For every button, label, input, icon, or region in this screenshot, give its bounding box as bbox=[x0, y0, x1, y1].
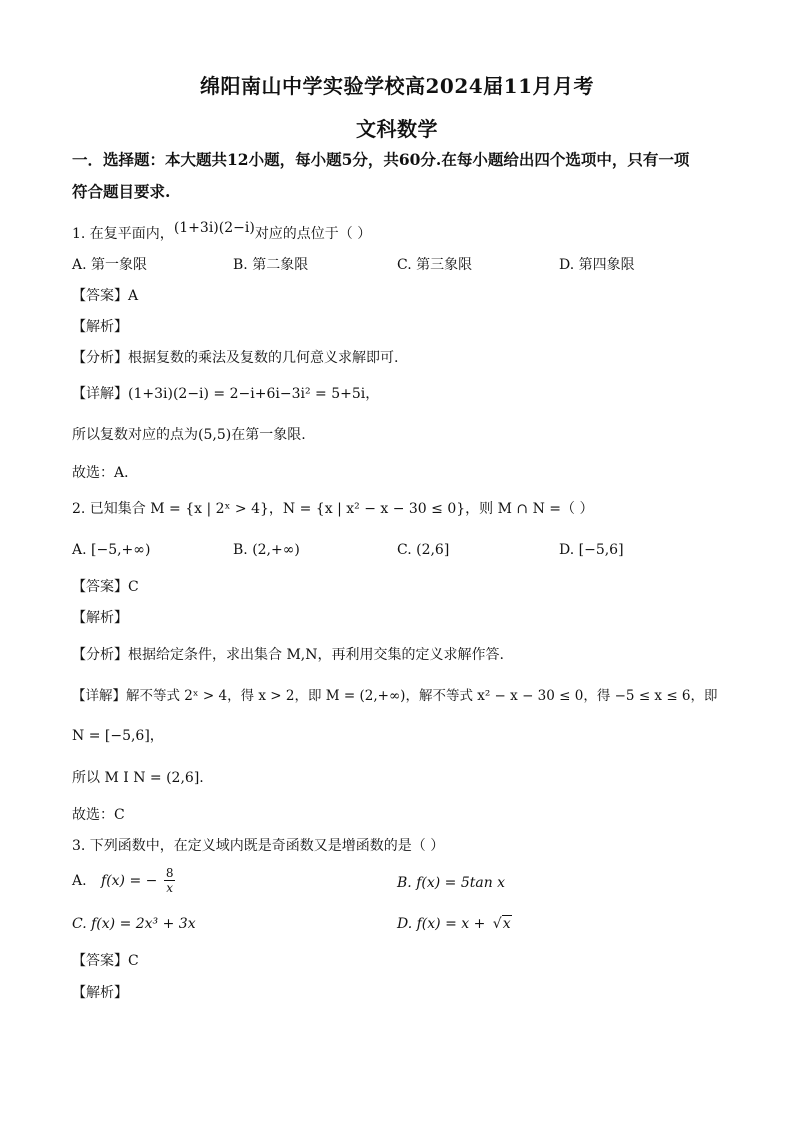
q3-option-a-denominator: x bbox=[166, 881, 174, 895]
q1-detail bbox=[72, 384, 732, 404]
q1-answer: 【答案】A bbox=[72, 288, 139, 304]
q1-stem-expression: (1+3i)(2−i) bbox=[173, 220, 255, 236]
q3-option-a-fraction bbox=[164, 866, 176, 895]
exam-title: 绵阳南山中学实验学校高2024届11月月考 bbox=[200, 74, 594, 98]
q3-option-d-radicand: x bbox=[502, 916, 511, 932]
q1-analysis-label: 【解析】 bbox=[72, 319, 128, 335]
sqrt-symbol-icon: √ bbox=[492, 916, 502, 932]
q2-option-a: A. [−5,+∞) bbox=[72, 542, 151, 558]
q3-option-d bbox=[397, 914, 512, 934]
q3-analysis-label: 【解析】 bbox=[72, 985, 128, 1001]
q2-conclusion: 所以 M I N = (2,6]. bbox=[72, 770, 204, 786]
q1-choice: 故选：A． bbox=[72, 465, 139, 481]
q1-option-a: A. 第一象限 bbox=[72, 257, 148, 273]
q3-option-b: B. f(x) = 5tan x bbox=[397, 875, 506, 891]
q1-stem bbox=[72, 220, 732, 244]
q1-conclusion: 所以复数对应的点为(5,5)在第一象限. bbox=[72, 427, 306, 443]
q1-option-d: D. 第四象限 bbox=[559, 257, 635, 273]
q1-option-c: C. 第三象限 bbox=[397, 257, 473, 273]
q3-answer: 【答案】C bbox=[72, 953, 139, 969]
q1-stem-suffix: 对应的点位于（ ） bbox=[254, 226, 372, 242]
q2-detail-line-1: 【详解】解不等式 2ˣ > 4，得 x > 2，即 M = (2,+∞)，解不等式 x² − x − 30 ≤ 0，得 −5 ≤ x ≤ 6，即 bbox=[72, 688, 718, 704]
q1-detail-expression: (1+3i)(2−i) = 2−i+6i−3i² = 5+5i， bbox=[128, 386, 380, 402]
section-instructions-line-2: 符合题目要求. bbox=[72, 182, 171, 201]
q3-option-a-label: A. bbox=[72, 872, 87, 889]
q2-choice: 故选：C bbox=[72, 807, 125, 823]
q2-option-d: D. [−5,6] bbox=[559, 542, 624, 558]
q1-option-b: B. 第二象限 bbox=[233, 257, 309, 273]
section-instructions-line-1: 一．选择题：本大题共12小题，每小题5分，共60分.在每小题给出四个选项中，只有一项 bbox=[72, 150, 690, 169]
exam-subject: 文科数学 bbox=[356, 117, 438, 141]
q2-option-c: C. (2,6] bbox=[397, 542, 450, 558]
q1-fenxi: 【分析】根据复数的乘法及复数的几何意义求解即可. bbox=[72, 350, 399, 366]
q2-analysis-label: 【解析】 bbox=[72, 610, 128, 626]
q3-option-a bbox=[72, 866, 175, 906]
q2-detail-line-2: N = [−5,6]， bbox=[72, 728, 164, 744]
q3-option-a-numerator: 8 bbox=[165, 866, 174, 880]
q2-stem: 2. 已知集合 M = {x | 2ˣ > 4}，N = {x | x² − x − 30 ≤ 0}，则 M ∩ N =（ ） bbox=[72, 501, 594, 517]
q1-stem-prefix: 1. 在复平面内， bbox=[72, 226, 174, 242]
q2-answer: 【答案】C bbox=[72, 579, 139, 595]
q3-option-d-lhs: D. f(x) = x + bbox=[397, 916, 486, 932]
q3-option-a-lhs: f(x) = − bbox=[101, 872, 158, 889]
q3-option-c: C. f(x) = 2x³ + 3x bbox=[72, 916, 196, 932]
q3-stem: 3. 下列函数中，在定义域内既是奇函数又是增函数的是（ ） bbox=[72, 838, 445, 854]
q2-fenxi: 【分析】根据给定条件，求出集合 M,N，再利用交集的定义求解作答. bbox=[72, 647, 504, 663]
q1-detail-label: 【详解】 bbox=[72, 386, 128, 402]
q2-option-b: B. (2,+∞) bbox=[233, 542, 300, 558]
